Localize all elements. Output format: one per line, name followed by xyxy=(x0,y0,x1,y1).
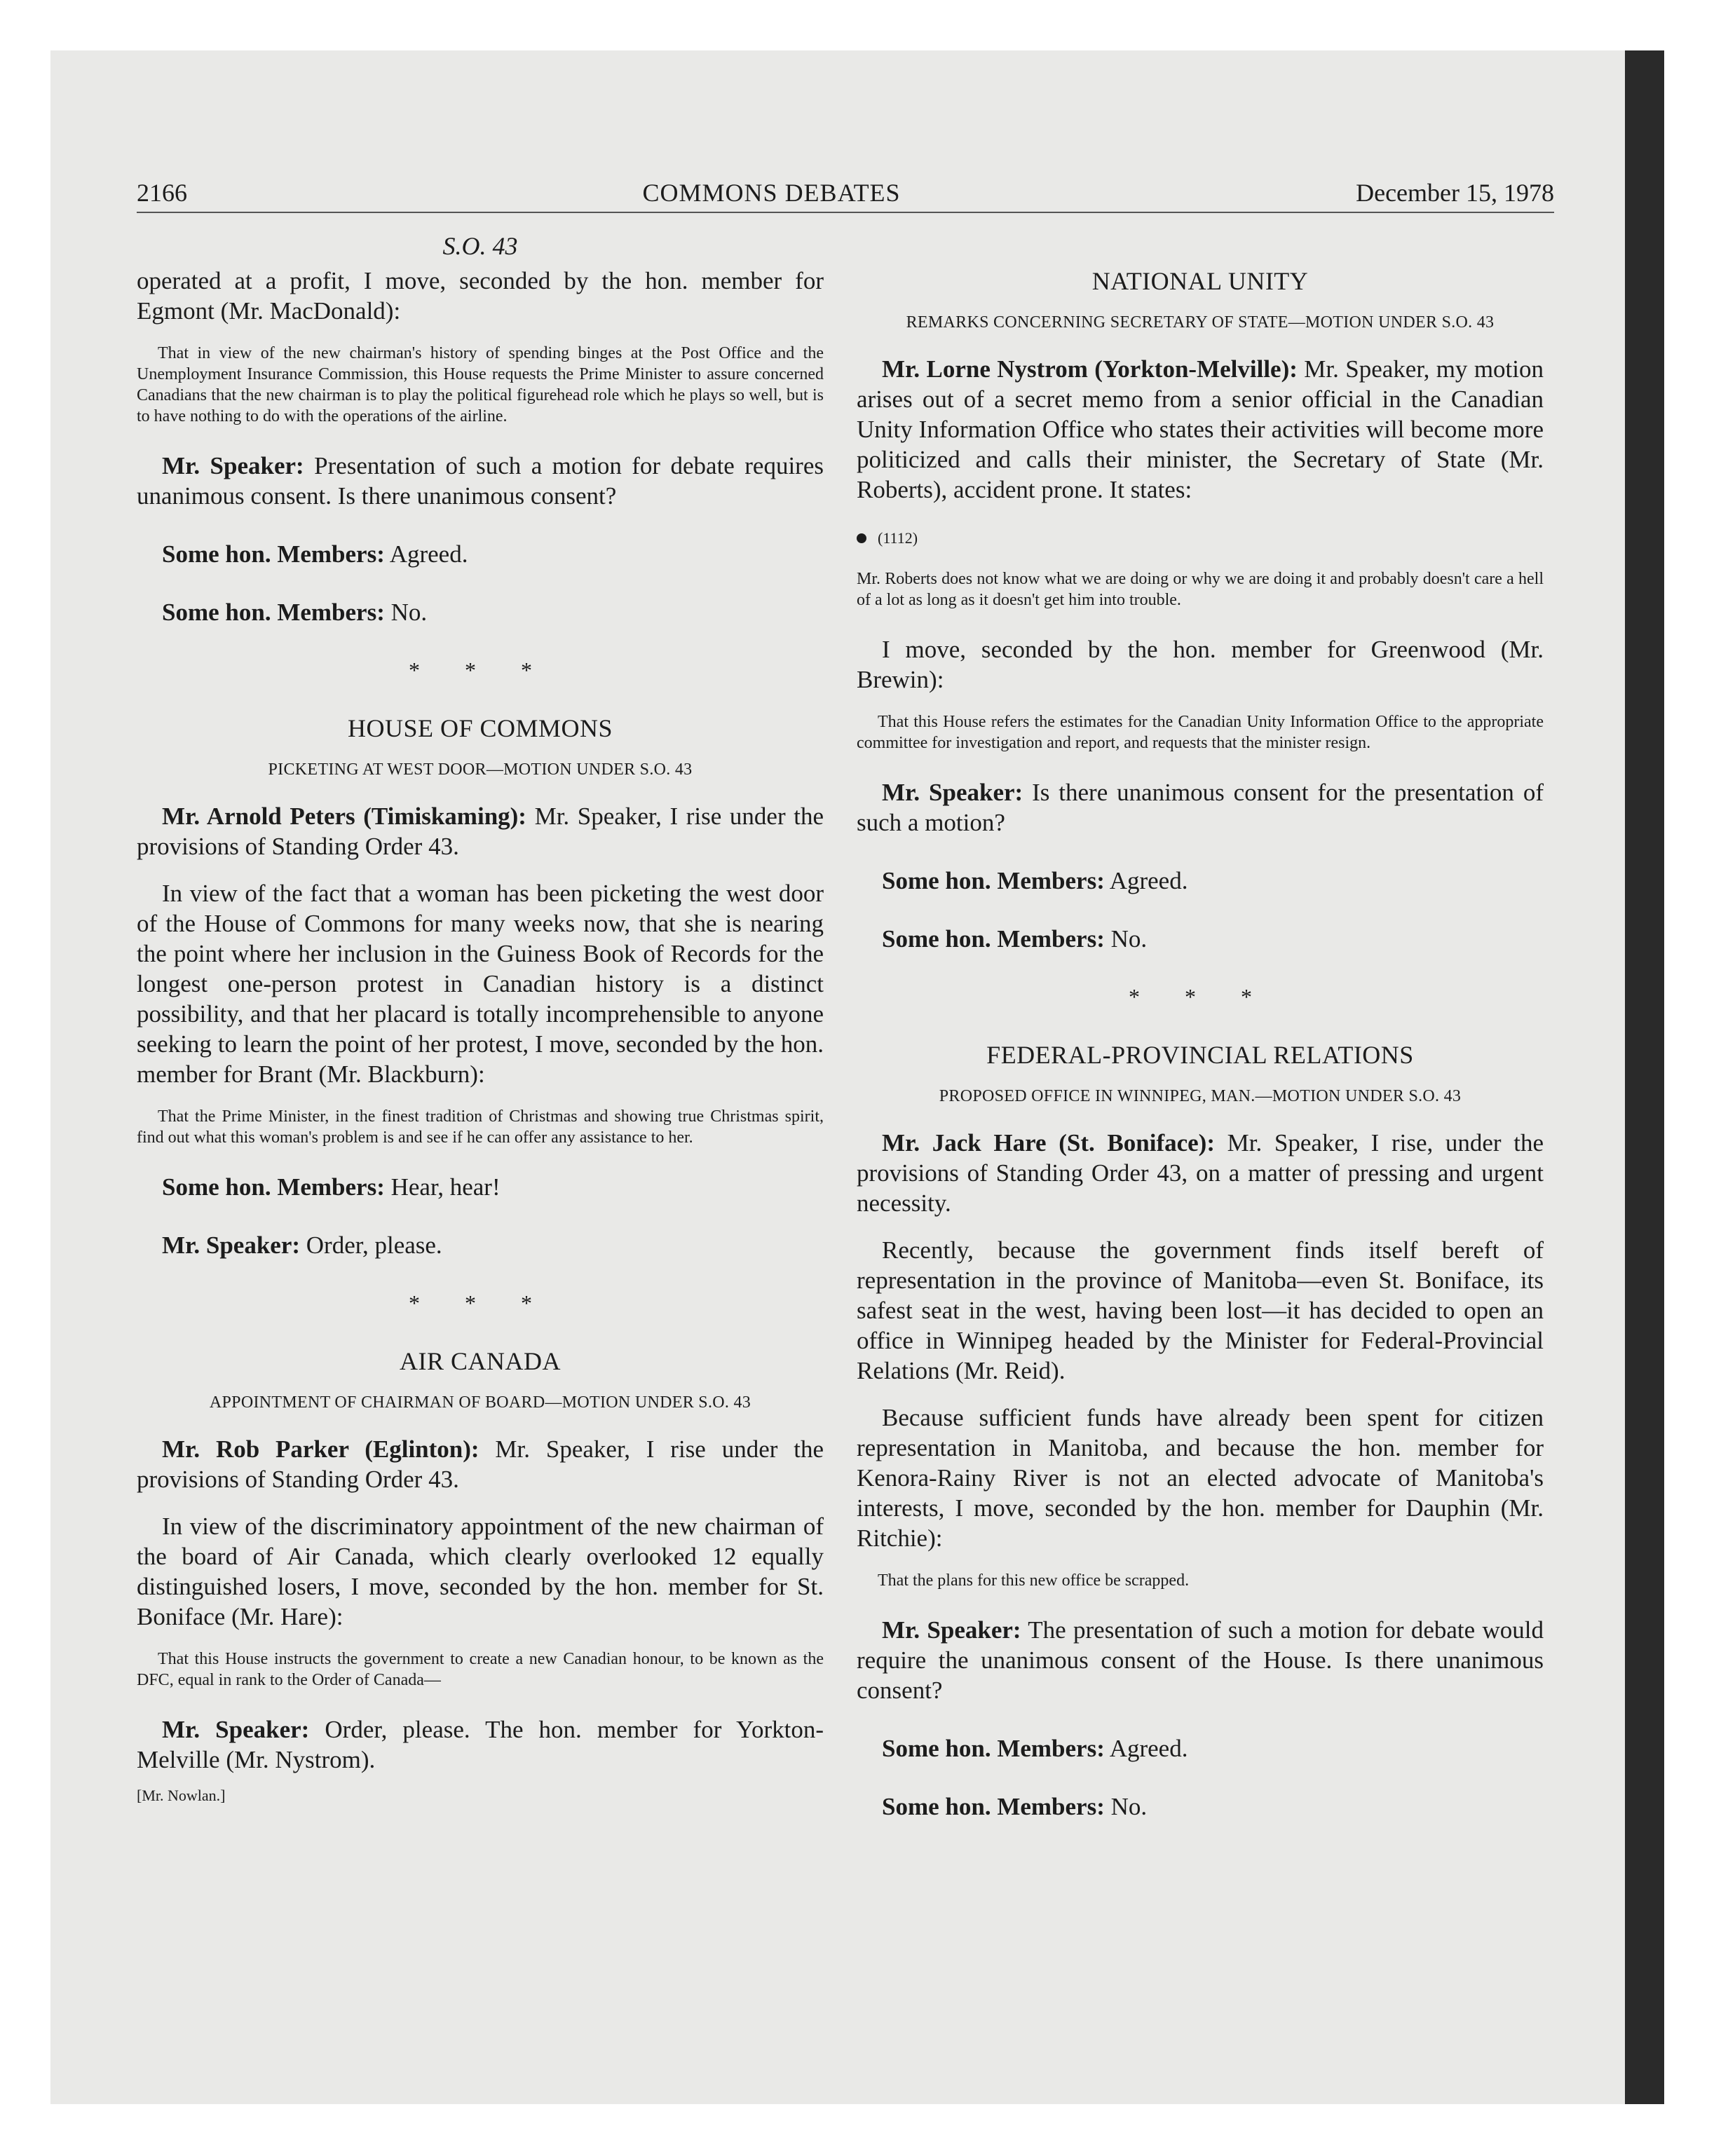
speech xyxy=(857,1615,1544,1705)
speaker-name: Mr. Rob Parker (Eglinton): xyxy=(162,1435,479,1463)
so-running-heading: S.O. 43 xyxy=(442,232,518,260)
section-separator: * * * xyxy=(409,657,552,683)
motion-text: That the plans for this new office be scrapped. xyxy=(878,1571,1190,1590)
page-number: 2166 xyxy=(137,179,187,207)
section-separator: * * * xyxy=(409,1290,552,1316)
paragraph: In view of the fact that a woman has been picketing the west door of the House of Commons for many weeks now, that she is nearing the point where her inclusion in the Guiness Book of Records for the longest one-person protest in Canadian history is a distinct possibility, and that her placard is totally incomprehensible to anyone seeking to learn the point of her protest, I move, seconded by the hon. member for Brant (Mr. Blackburn): xyxy=(137,880,824,1088)
speaker-name: Mr. Speaker: xyxy=(162,1716,310,1743)
quoted-memo: Mr. Roberts does not know what we are doing or why we are doing it and probably doesn't care a hell of a lot as long as it doesn't get him into trouble. xyxy=(857,570,1544,609)
speech xyxy=(857,866,1544,896)
speech-text: Order, please. The hon. member for Yorkton-Melville (Mr. Nystrom). xyxy=(137,1716,824,1773)
speaker-name: Some hon. Members: xyxy=(162,540,385,568)
section-separator: * * * xyxy=(1129,984,1272,1009)
bullet-icon xyxy=(857,533,866,543)
page-edge-shadow xyxy=(1625,50,1664,2104)
speech-text: The presentation of such a motion for debate would require the unanimous consent of the House. Is there unanimous consent? xyxy=(857,1616,1544,1704)
speaker-name: Some hon. Members: xyxy=(162,1173,385,1201)
speaker-note: [Mr. Nowlan.] xyxy=(137,1787,226,1804)
motion-text: That this House instructs the government to create a new Canadian honour, to be known as the DFC, equal in rank to the Order of Canada— xyxy=(137,1650,824,1689)
speech-text: Order, please. xyxy=(300,1231,442,1259)
time-marker xyxy=(857,523,1544,553)
speaker-name: Some hon. Members: xyxy=(882,925,1105,953)
speech xyxy=(137,801,824,861)
speech-text: Presentation of such a motion for debate requires unanimous consent. Is there unanimous consent? xyxy=(137,452,824,510)
speech-text: Agreed. xyxy=(384,540,468,568)
paragraph: I move, seconded by the hon. member for Greenwood (Mr. Brewin): xyxy=(857,636,1544,693)
section-subtitle: PICKETING AT WEST DOOR—MOTION UNDER S.O. 43 xyxy=(268,760,693,779)
speech xyxy=(857,1733,1544,1763)
speaker-name: Mr. Speaker: xyxy=(162,1231,301,1259)
speech-text: Mr. Speaker, I rise under the provisions of Standing Order 43. xyxy=(137,803,824,860)
section-title: HOUSE OF COMMONS xyxy=(347,714,613,742)
speech xyxy=(137,1434,824,1494)
speaker-name: Some hon. Members: xyxy=(162,599,385,626)
right-column xyxy=(857,266,1544,1850)
speaker-name: Mr. Speaker: xyxy=(162,452,304,479)
section-title: AIR CANADA xyxy=(400,1347,561,1375)
timestamp-text: (1112) xyxy=(878,529,918,547)
speech xyxy=(137,597,824,627)
speech-text: Is there unanimous consent for the presentation of such a motion? xyxy=(857,779,1544,836)
speaker-name: Some hon. Members: xyxy=(882,867,1105,894)
section-subtitle: PROPOSED OFFICE IN WINNIPEG, MAN.—MOTION UNDER S.O. 43 xyxy=(939,1087,1462,1105)
speech xyxy=(857,1792,1544,1822)
motion-text: That in view of the new chairman's history of spending binges at the Post Office and the Unemployment Insurance Commission, this House requests the Prime Minister to assure concerned Canadians that the new chairman is to play the political figurehead role which he plays so well, but is to have nothing to do with the operations of the airline. xyxy=(137,344,824,425)
speaker-name: Some hon. Members: xyxy=(882,1793,1105,1820)
speech xyxy=(857,924,1544,954)
speech xyxy=(137,1172,824,1202)
speech-text: No. xyxy=(1104,1793,1148,1820)
speech xyxy=(137,1230,824,1260)
speech xyxy=(857,354,1544,505)
speech-text: Hear, hear! xyxy=(384,1173,501,1201)
paragraph: operated at a profit, I move, seconded by the hon. member for Egmont (Mr. MacDonald): xyxy=(137,267,824,325)
section-subtitle: APPOINTMENT OF CHAIRMAN OF BOARD—MOTION UNDER S.O. 43 xyxy=(209,1393,751,1412)
speech-text: Agreed. xyxy=(1104,867,1188,894)
paragraph: Because sufficient funds have already been spent for citizen representation in Manitoba, and because the hon. member for Kenora-Rainy River is not an elected advocate of Manitoba's interests, I move, seconded by the hon. member for Dauphin (Mr. Ritchie): xyxy=(857,1404,1544,1552)
motion-text: That this House refers the estimates for the Canadian Unity Information Office to the appropriate committee for investigation and report, and requests that the minister resign. xyxy=(857,713,1544,752)
speaker-name: Mr. Lorne Nystrom (Yorkton-Melville): xyxy=(882,355,1298,383)
speaker-name: Mr. Jack Hare (St. Boniface): xyxy=(882,1129,1215,1157)
speech-text: Mr. Speaker, my motion arises out of a secret memo from a senior official in the Canadian Unity Information Office who states their activities will become more politicized and calls their minister, the Secretary of State (Mr. Roberts), accident prone. It states: xyxy=(857,355,1544,503)
motion-text: That the Prime Minister, in the finest tradition of Christmas and showing true Christmas spirit, find out what this woman's problem is and see if he can offer any assistance to her. xyxy=(137,1107,824,1147)
paragraph: Recently, because the government finds itself bereft of representation in the province of Manitoba—even St. Boniface, its safest seat in the west, having been lost—it has decided to open an office in Winnipeg headed by the Minister for Federal-Provincial Relations (Mr. Reid). xyxy=(857,1236,1544,1384)
speech xyxy=(857,777,1544,838)
speech xyxy=(857,1128,1544,1218)
speech xyxy=(137,451,824,511)
speech xyxy=(137,1714,824,1775)
speaker-name: Mr. Speaker: xyxy=(882,779,1023,806)
page-date: December 15, 1978 xyxy=(1356,179,1554,207)
paragraph: In view of the discriminatory appointment of the new chairman of the board of Air Canada, which clearly overlooked 12 equally distinguished losers, I move, seconded by the hon. member for St. Boniface (Mr. Hare): xyxy=(137,1513,824,1630)
speech-text: No. xyxy=(1104,925,1148,953)
section-subtitle: REMARKS CONCERNING SECRETARY OF STATE—MOTION UNDER S.O. 43 xyxy=(906,313,1495,332)
speaker-name: Mr. Speaker: xyxy=(882,1616,1021,1644)
section-title: NATIONAL UNITY xyxy=(1091,267,1309,295)
speaker-name: Mr. Arnold Peters (Timiskaming): xyxy=(162,803,526,830)
speech-text: Mr. Speaker, I rise, under the provisions of Standing Order 43, on a matter of pressing and urgent necessity. xyxy=(857,1129,1544,1217)
left-column xyxy=(137,231,824,1810)
speech xyxy=(137,539,824,569)
speech-text: No. xyxy=(384,599,428,626)
speech-text: Mr. Speaker, I rise under the provisions of Standing Order 43. xyxy=(137,1435,824,1493)
speaker-name: Some hon. Members: xyxy=(882,1735,1105,1762)
section-title: FEDERAL-PROVINCIAL RELATIONS xyxy=(986,1041,1414,1069)
speech-text: Agreed. xyxy=(1104,1735,1188,1762)
page-header xyxy=(137,178,1554,213)
publication-title: COMMONS DEBATES xyxy=(642,179,901,207)
